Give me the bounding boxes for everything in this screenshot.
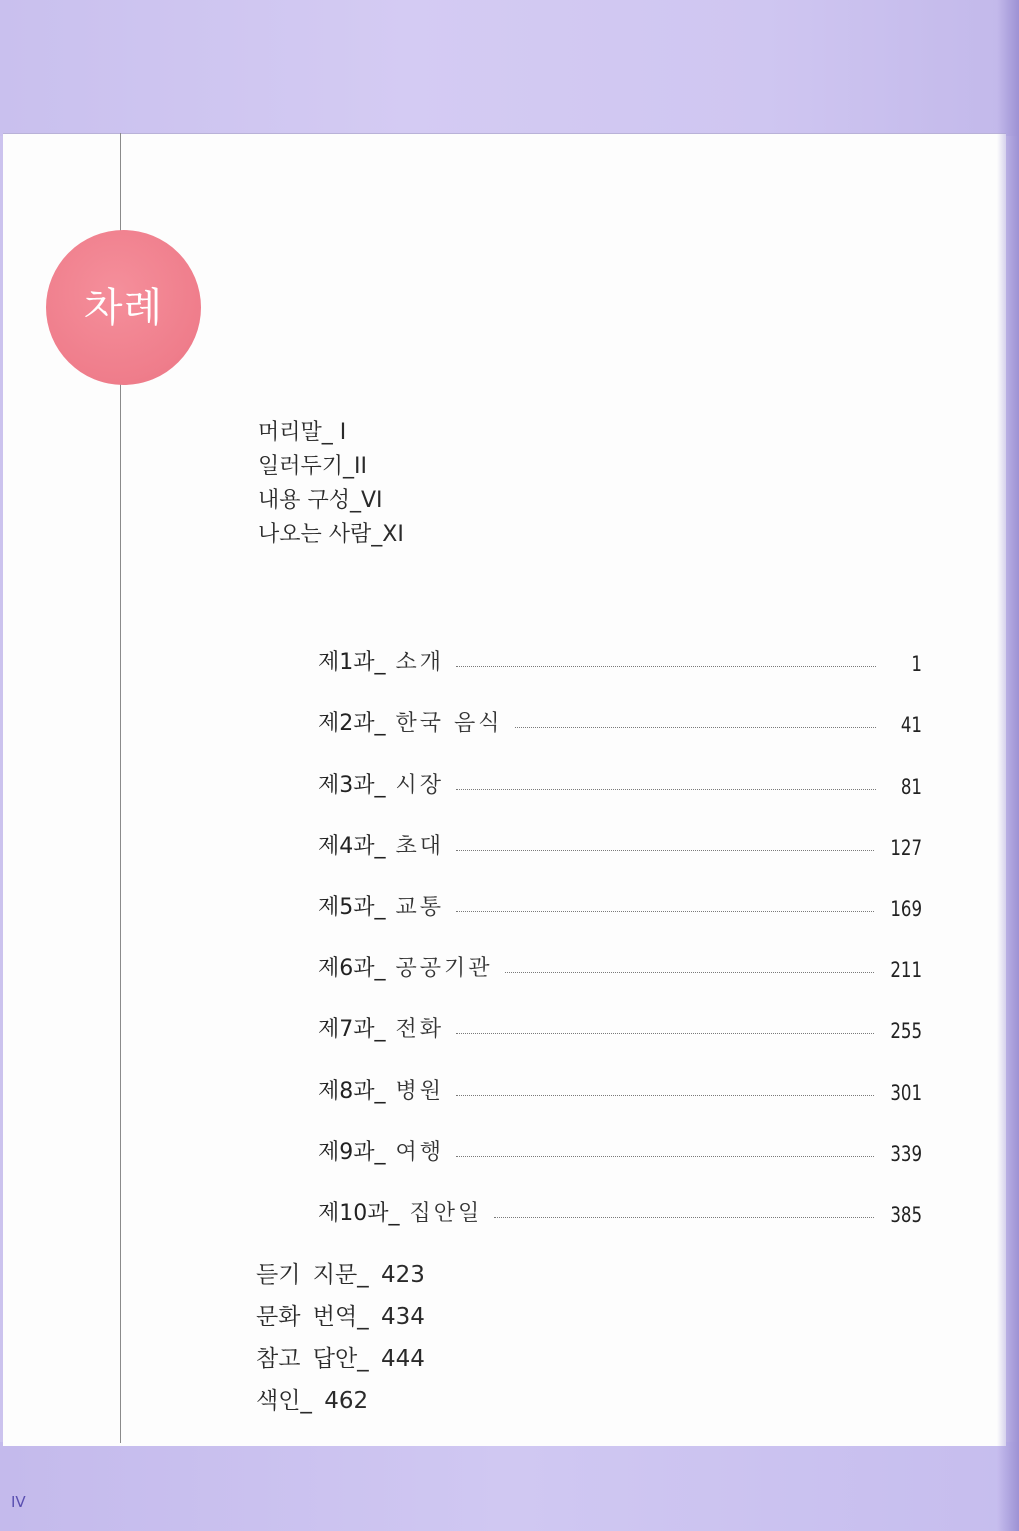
back-matter-list bbox=[256, 1258, 425, 1426]
toc-row[interactable] bbox=[318, 921, 922, 982]
page-edge-shadow bbox=[997, 0, 1019, 1531]
chapter-title: 한국 음식 bbox=[395, 711, 503, 737]
toc-row[interactable] bbox=[318, 982, 922, 1043]
chapter-number: 제2과_ bbox=[318, 711, 386, 737]
page-number: 255 bbox=[890, 1019, 922, 1044]
front-matter-list bbox=[258, 418, 404, 554]
page-number: 211 bbox=[890, 958, 922, 983]
front-matter-item[interactable]: 나오는 사람_XI bbox=[258, 522, 404, 547]
page-title: 차례 bbox=[83, 285, 164, 331]
chapter-number: 제3과_ bbox=[318, 772, 386, 798]
chapter-title: 집안일 bbox=[409, 1200, 483, 1226]
dot-leader bbox=[456, 788, 876, 790]
dot-leader bbox=[515, 726, 876, 728]
front-matter-item[interactable]: 머리말_ I bbox=[258, 420, 347, 445]
chapter-number: 제6과_ bbox=[318, 956, 386, 982]
back-matter-item[interactable]: 듣기 지문_ 423 bbox=[256, 1262, 425, 1288]
chapter-title: 전화 bbox=[395, 1017, 445, 1043]
page-number: 385 bbox=[890, 1202, 922, 1227]
top-color-band bbox=[0, 0, 1019, 136]
toc-row[interactable] bbox=[318, 860, 922, 921]
chapter-title: 공공기관 bbox=[395, 956, 493, 982]
toc-row[interactable] bbox=[318, 676, 922, 737]
dot-leader bbox=[456, 849, 874, 851]
dot-leader bbox=[456, 1032, 874, 1034]
chapter-number: 제9과_ bbox=[318, 1139, 386, 1165]
toc-row[interactable] bbox=[318, 737, 922, 798]
page-number: 81 bbox=[900, 774, 922, 799]
page-number: 169 bbox=[890, 896, 922, 921]
chapter-title: 여행 bbox=[395, 1139, 445, 1165]
chapter-title: 병원 bbox=[395, 1078, 445, 1104]
bottom-color-band bbox=[0, 1442, 1019, 1531]
page-folio: IV bbox=[11, 1493, 26, 1511]
page-number: 339 bbox=[890, 1141, 922, 1166]
toc-row[interactable] bbox=[318, 799, 922, 860]
dot-leader bbox=[456, 1155, 874, 1157]
chapter-number: 제8과_ bbox=[318, 1078, 386, 1104]
dot-leader bbox=[456, 665, 876, 667]
chapter-number: 제5과_ bbox=[318, 894, 386, 920]
dot-leader bbox=[505, 971, 874, 973]
chapter-number: 제4과_ bbox=[318, 833, 386, 859]
chapter-number: 제1과_ bbox=[318, 650, 386, 676]
toc-row[interactable] bbox=[318, 1043, 922, 1104]
front-matter-item[interactable]: 내용 구성_VI bbox=[258, 488, 383, 513]
page-number: 1 bbox=[911, 652, 922, 677]
title-badge bbox=[46, 230, 201, 385]
chapter-title: 소개 bbox=[395, 650, 445, 676]
dot-leader bbox=[456, 910, 874, 912]
back-matter-item[interactable]: 문화 번역_ 434 bbox=[256, 1304, 425, 1330]
chapter-title: 교통 bbox=[395, 894, 445, 920]
page-number: 41 bbox=[900, 713, 922, 738]
chapter-title: 시장 bbox=[395, 772, 445, 798]
toc-row[interactable] bbox=[318, 1105, 922, 1166]
toc-row[interactable] bbox=[318, 615, 922, 676]
chapter-number: 제7과_ bbox=[318, 1017, 386, 1043]
page-number: 301 bbox=[890, 1080, 922, 1105]
front-matter-item[interactable]: 일러두기_II bbox=[258, 454, 367, 479]
page-number: 127 bbox=[890, 835, 922, 860]
chapter-number: 제10과_ bbox=[318, 1200, 400, 1226]
dot-leader bbox=[456, 1094, 874, 1096]
chapter-title: 초대 bbox=[395, 833, 445, 859]
back-matter-item[interactable]: 색인_ 462 bbox=[256, 1388, 369, 1414]
back-matter-item[interactable]: 참고 답안_ 444 bbox=[256, 1346, 425, 1372]
chapter-list bbox=[318, 615, 922, 1227]
dot-leader bbox=[494, 1216, 874, 1218]
toc-row[interactable] bbox=[318, 1166, 922, 1227]
